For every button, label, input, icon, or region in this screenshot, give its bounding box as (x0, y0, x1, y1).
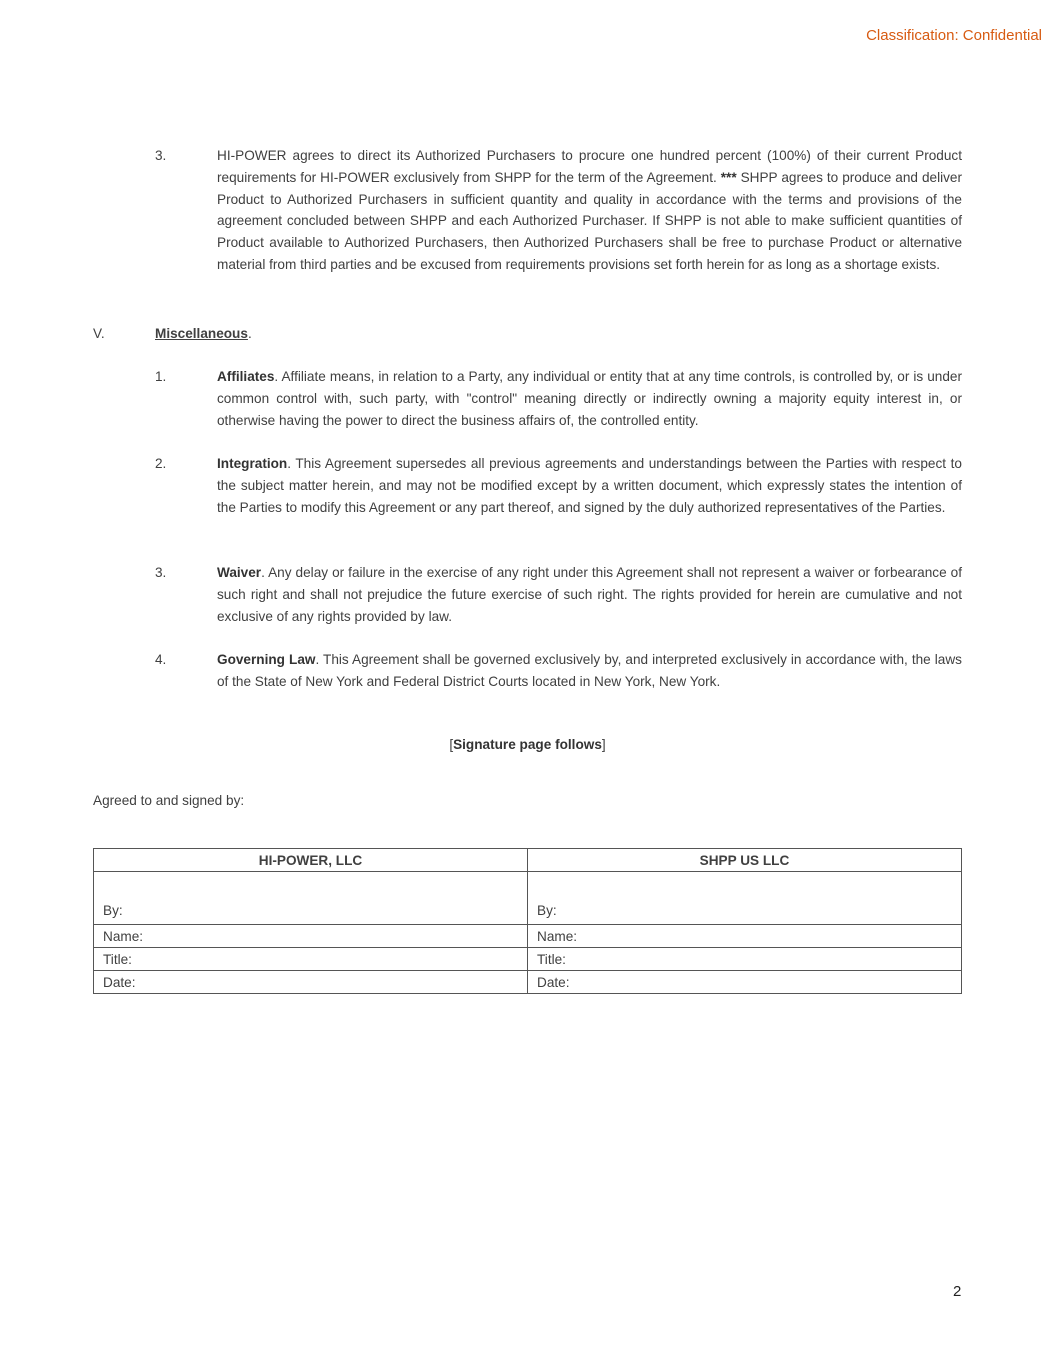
party-hi-power: HI-POWER, LLC (94, 849, 528, 872)
clause-number: 4. (155, 652, 167, 667)
clause-body: Waiver. Any delay or failure in the exercise of any right under this Agreement shall not represent a waiver or forbearance of such right and shall not prejudice the future exercise of such right. The rights provided for herein are cumulative and not exclusive of any rights provided by law. (217, 565, 962, 624)
clause-governing-law (155, 649, 962, 693)
redaction-mark: *** (720, 169, 737, 185)
title-field-right[interactable]: Title: (528, 948, 962, 971)
section-number: V. (93, 326, 105, 341)
page-number: 2 (953, 1283, 962, 1300)
clause-number: 1. (155, 369, 167, 384)
clause-number: 2. (155, 456, 167, 471)
name-field-left[interactable]: Name: (94, 925, 528, 948)
agreed-signed-label: Agreed to and signed by: (93, 793, 245, 808)
clause-title: Affiliates (217, 369, 275, 384)
clause-body: Integration. This Agreement supersedes all previous agreements and understandings between the Parties with respect to the subject matter herein, and may not be modified except by a written document, which expressly states the intention of the Parties to modify this Agreement or any part thereof, and signed by the duly authorized representatives of the Parties. (217, 456, 962, 515)
clause-number: 3. (155, 148, 167, 163)
signature-page-follows: [Signature page follows] (449, 737, 606, 752)
date-field-right[interactable]: Date: (528, 971, 962, 994)
clause-title: Governing Law (217, 652, 316, 667)
clause-waiver (155, 562, 962, 627)
section-title: Miscellaneous (155, 326, 248, 341)
signature-table (93, 848, 962, 994)
clause-title: Integration (217, 456, 288, 471)
name-field-right[interactable]: Name: (528, 925, 962, 948)
clause-integration (155, 453, 962, 518)
clause-affiliates (155, 366, 962, 431)
clause-number: 3. (155, 565, 167, 580)
by-field-right[interactable]: By: (528, 872, 962, 925)
clause-body: Governing Law. This Agreement shall be governed exclusively by, and interpreted exclusively in accordance with, the laws of the State of New York and Federal District Courts located in New York, New York. (217, 652, 962, 689)
clause-3-requirements (155, 145, 962, 276)
classification-label: Classification: Confidential (866, 27, 1042, 44)
by-field-left[interactable]: By: (94, 872, 528, 925)
clause-title: Waiver (217, 565, 262, 580)
party-shpp: SHPP US LLC (528, 849, 962, 872)
section-v-heading: V. Miscellaneous. (93, 323, 252, 345)
clause-body: HI-POWER agrees to direct its Authorized Purchasers to procure one hundred percent (100%) of their current Product requirements for HI-POWER exclusively from SHPP for the term of the Agreement. *** SHPP agrees to produce and deliver Product to Authorized Purchasers in sufficient quantity and quality in accordance with the terms and provisions of the agreement concluded between SHPP and each Authorized Purchaser. If SHPP is not able to make sufficient quantities of Product available to Authorized Purchasers, then Authorized Purchasers shall be free to purchase Product or alternative material from third parties and be excused from requirements provisions set forth herein for as long as a shortage exists. (217, 148, 962, 272)
clause-body: Affiliates. Affiliate means, in relation to a Party, any individual or entity that at any time controls, is controlled by, or is under common control with, such party, with "control" meaning directly or indirectly owning a majority equity interest in, or otherwise having the power to direct the business affairs of, the controlled entity. (217, 369, 962, 428)
date-field-left[interactable]: Date: (94, 971, 528, 994)
title-field-left[interactable]: Title: (94, 948, 528, 971)
